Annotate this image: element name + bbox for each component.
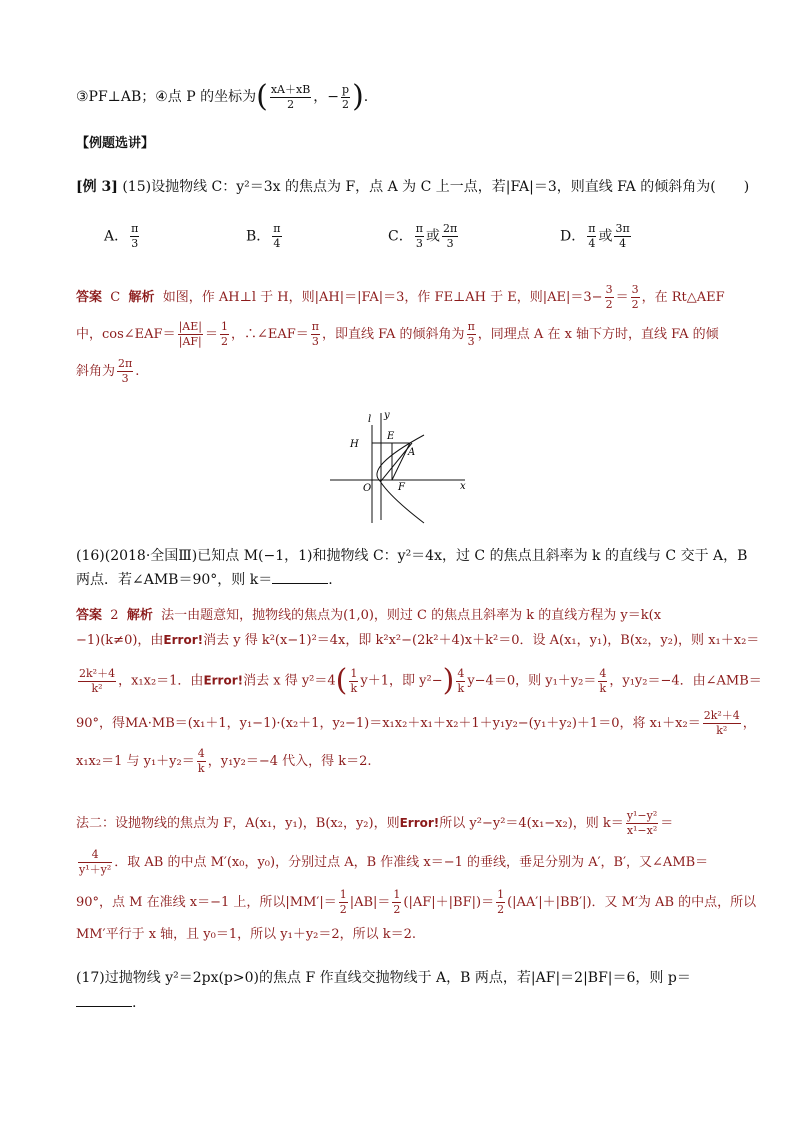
choice-b: B． $\frac{\pi}{4}$ <box>246 222 281 250</box>
answer-16-line1: 答案 2 解析 法一由题意知，抛物线的焦点为(1,0)，则过 C 的焦点且斜率为 k 的直线方程为 y＝k(x <box>76 608 662 623</box>
label-a: A <box>408 447 416 458</box>
answer-16-line2: −1)(k≠0)，由Error!消去 y 得 k²(x−1)²＝4x，即 k²x²−(2k²＋4)x＋k²＝0．设 A(x₁，y₁)，B(x₂，y₂)，则 x₁＋x₂＝ <box>76 633 760 648</box>
top-line: ③PF⊥AB；④点 P 的坐标为( $\frac{xA+xB}{2}$ ，− $\frac{p}{2}$ ). <box>76 79 369 114</box>
answer-16-method2-line1: 法二：设抛物线的焦点为 F，A(x₁，y₁)，B(x₂，y₂)，则Error!所以 y²−y²＝4(x₁−x₂)，则 k＝ $\frac{\text{y¹−y²}}{\text{x¹−x²}}$ ＝ <box>76 809 674 837</box>
answer-16-method2-line4: MM′平行于 x 轴，且 y₀＝1，所以 y₁＋y₂＝2，所以 k＝2. <box>76 927 417 942</box>
question-16-line1: (16)(2018·全国Ⅲ)已知点 M(−1，1)和抛物线 C：y²＝4x，过 C 的焦点且斜率为 k 的直线与 C 交于 A，B <box>76 548 748 564</box>
answer-blank <box>76 994 132 1007</box>
label-l: l <box>368 414 372 425</box>
question-16-line2: 两点．若∠AMB＝90°，则 k＝ . <box>76 572 333 588</box>
answer-16-method2-line2: $\frac{4}{\text{y¹＋y²}}$ ．取 AB 的中点 M′(x₀，y₀)，分别过点 A，B 作准线 x＝−1 的垂线，垂足分别为 A′，B′，又∠AMB＝ <box>79 848 709 876</box>
fraction: $\frac{p}{2}$ <box>342 82 350 111</box>
answer-15-line2: 中，cos∠EAF＝ $\frac{|AE|}{|AF|}$ ＝ $\frac{1}{2}$ ，∴∠EAF＝ $\frac{\pi}{3}$ ，即直线 FA 的倾斜角为 $\frac{\pi}{3}$ ，同理点 A 在 x 轴下方时，直线 FA 的倾 <box>76 320 719 348</box>
section-title: 【例题选讲】 <box>76 136 155 151</box>
choice-a: A． $\frac{\pi}{3}$ <box>104 222 139 250</box>
choice-c: C． $\frac{\pi}{3}$ 或 $\frac{2\pi}{3}$ <box>388 222 458 250</box>
question-17-line1: (17)过抛物线 y²＝2px(p>0)的焦点 F 作直线交抛物线于 A，B 两点，若|AF|＝2|BF|＝6，则 p＝ <box>76 970 691 986</box>
answer-16-line3: $\frac{\text{2k²＋4}}{\text{k²}}$ ，x₁x₂＝1．由Error!消去 x 得 y²＝4( $\frac{1}{k}$ y＋1，即 y²−) $\frac{4}{k}$ y−4＝0，则 y₁＋y₂＝ $\frac{4}{k}$ ，y₁y₂＝−4．由∠AMB＝ <box>79 663 762 698</box>
answer-16-line4: 90°，得MA·MB＝(x₁＋1，y₁−1)·(x₂＋1，y₂−1)＝x₁x₂＋x₁＋x₂＋1＋y₁y₂−(y₁＋y₂)＋1＝0，将 x₁＋x₂＝ $\frac{\text{2k²＋4}}{\text{k²}}$ ， <box>76 709 756 737</box>
label-f: F <box>398 482 405 493</box>
parabola-figure <box>320 405 480 525</box>
label-h: H <box>350 439 359 450</box>
label-y: y <box>384 410 390 421</box>
fraction: $\frac{xA+xB}{2}$ <box>270 82 311 111</box>
answer-15-line1: 答案 C 解析 如图，作 AH⊥l 于 H，则|AH|＝|FA|＝3，作 FE⊥AH 于 E，则|AE|＝3− $\frac{3}{2}$ ＝ $\frac{3}{2}$ ，在 Rt△AEF <box>76 283 725 311</box>
label-e: E <box>387 431 395 442</box>
parabola-curve <box>377 435 424 523</box>
question-17-line2: . <box>76 993 722 1013</box>
choice-d: D． $\frac{\pi}{4}$ 或 $\frac{3\pi}{4}$ <box>560 222 630 250</box>
label-x: x <box>460 481 466 492</box>
label-o: O <box>363 483 372 494</box>
answer-blank <box>272 571 328 584</box>
answer-15-line3: 斜角为 $\frac{2\pi}{3}$ . <box>76 357 140 385</box>
answer-16-method2-line3: 90°，点 M 在准线 x＝−1 上，所以|MM′|＝ $\frac{1}{2}$ |AB|＝ $\frac{1}{2}$ (|AF|＋|BF|)＝ $\frac{1}{2}$ (|AA′|＋|BB′|)．又 M′为 AB 的中点，所以 <box>76 888 757 916</box>
answer-16-line5: x₁x₂＝1 与 y₁＋y₂＝ $\frac{4}{k}$ ，y₁y₂＝−4 代入，得 k＝2. <box>76 747 372 775</box>
question-15: [例 3] (15)设抛物线 C：y²＝3x 的焦点为 F，点 A 为 C 上一点，若|FA|＝3，则直线 FA 的倾斜角为( ) <box>76 179 750 195</box>
